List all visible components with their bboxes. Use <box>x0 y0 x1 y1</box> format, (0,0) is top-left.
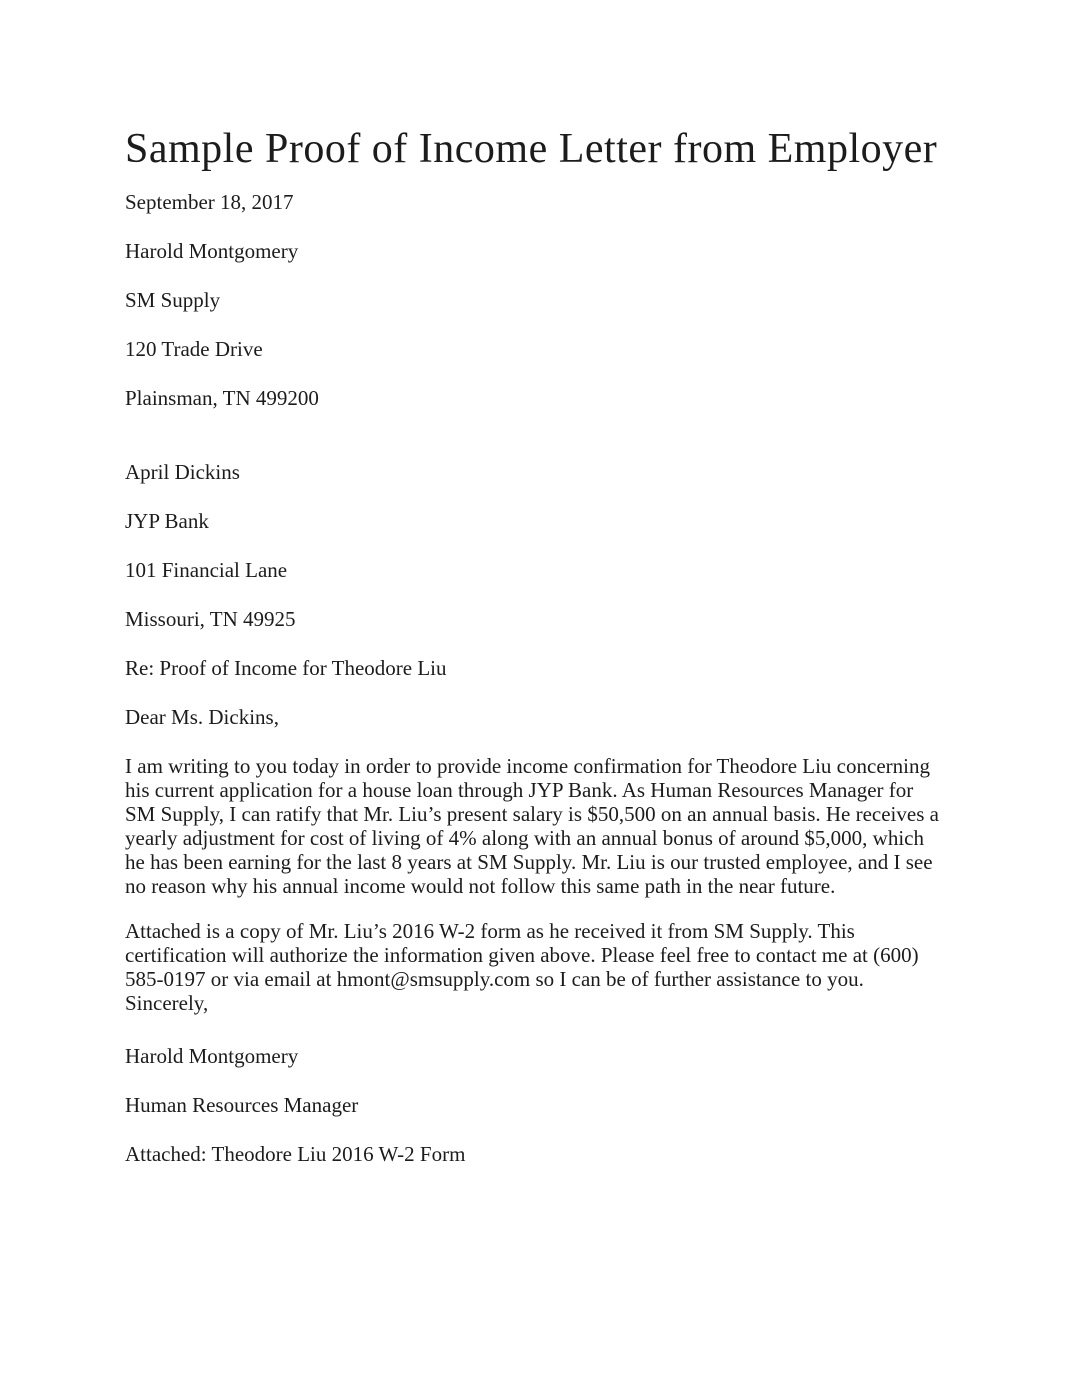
recipient-street: 101 Financial Lane <box>125 558 288 583</box>
recipient-company: JYP Bank <box>125 509 209 534</box>
salutation: Dear Ms. Dickins, <box>125 705 279 730</box>
sender-street: 120 Trade Drive <box>125 337 263 362</box>
page-title: Sample Proof of Income Letter from Employer <box>125 126 938 172</box>
recipient-city-state-zip: Missouri, TN 49925 <box>125 607 296 632</box>
sender-company: SM Supply <box>125 288 221 313</box>
sender-city-state-zip: Plainsman, TN 499200 <box>125 386 319 411</box>
signature-block <box>125 1044 948 1117</box>
recipient-address-block <box>125 460 948 631</box>
body-paragraph-1: I am writing to you today in order to provide income confirmation for Theodore Liu concerning his current application for a house loan through JYP Bank. As Human Resources Manager for SM Supply, I can ratify that Mr. Liu’s present salary is $50,500 on an annual basis. He receives a yearly adjustment for cost of living of 4% along with an annual bonus of around $5,000, which he has been earning for the last 8 years at SM Supply. Mr. Liu is our trusted employee, and I see no reason why his annual income would not follow this same path in the near future. <box>125 754 939 899</box>
signature-name: Harold Montgomery <box>125 1044 299 1069</box>
signature-title: Human Resources Manager <box>125 1093 359 1118</box>
recipient-name: April Dickins <box>125 460 240 485</box>
letter-date: September 18, 2017 <box>125 190 294 215</box>
sender-name: Harold Montgomery <box>125 239 299 264</box>
closing: Sincerely, <box>125 991 209 1016</box>
attachment-note: Attached: Theodore Liu 2016 W-2 Form <box>125 1142 466 1167</box>
subject-line: Re: Proof of Income for Theodore Liu <box>125 656 447 681</box>
sender-address-block <box>125 239 948 410</box>
body-paragraph-2: Attached is a copy of Mr. Liu’s 2016 W-2 form as he received it from SM Supply. This certification will authorize the information given above. Please feel free to contact me at (600) 585-0197 or via email at hmont@smsupply.com so I can be of further assistance to you. <box>125 919 919 992</box>
